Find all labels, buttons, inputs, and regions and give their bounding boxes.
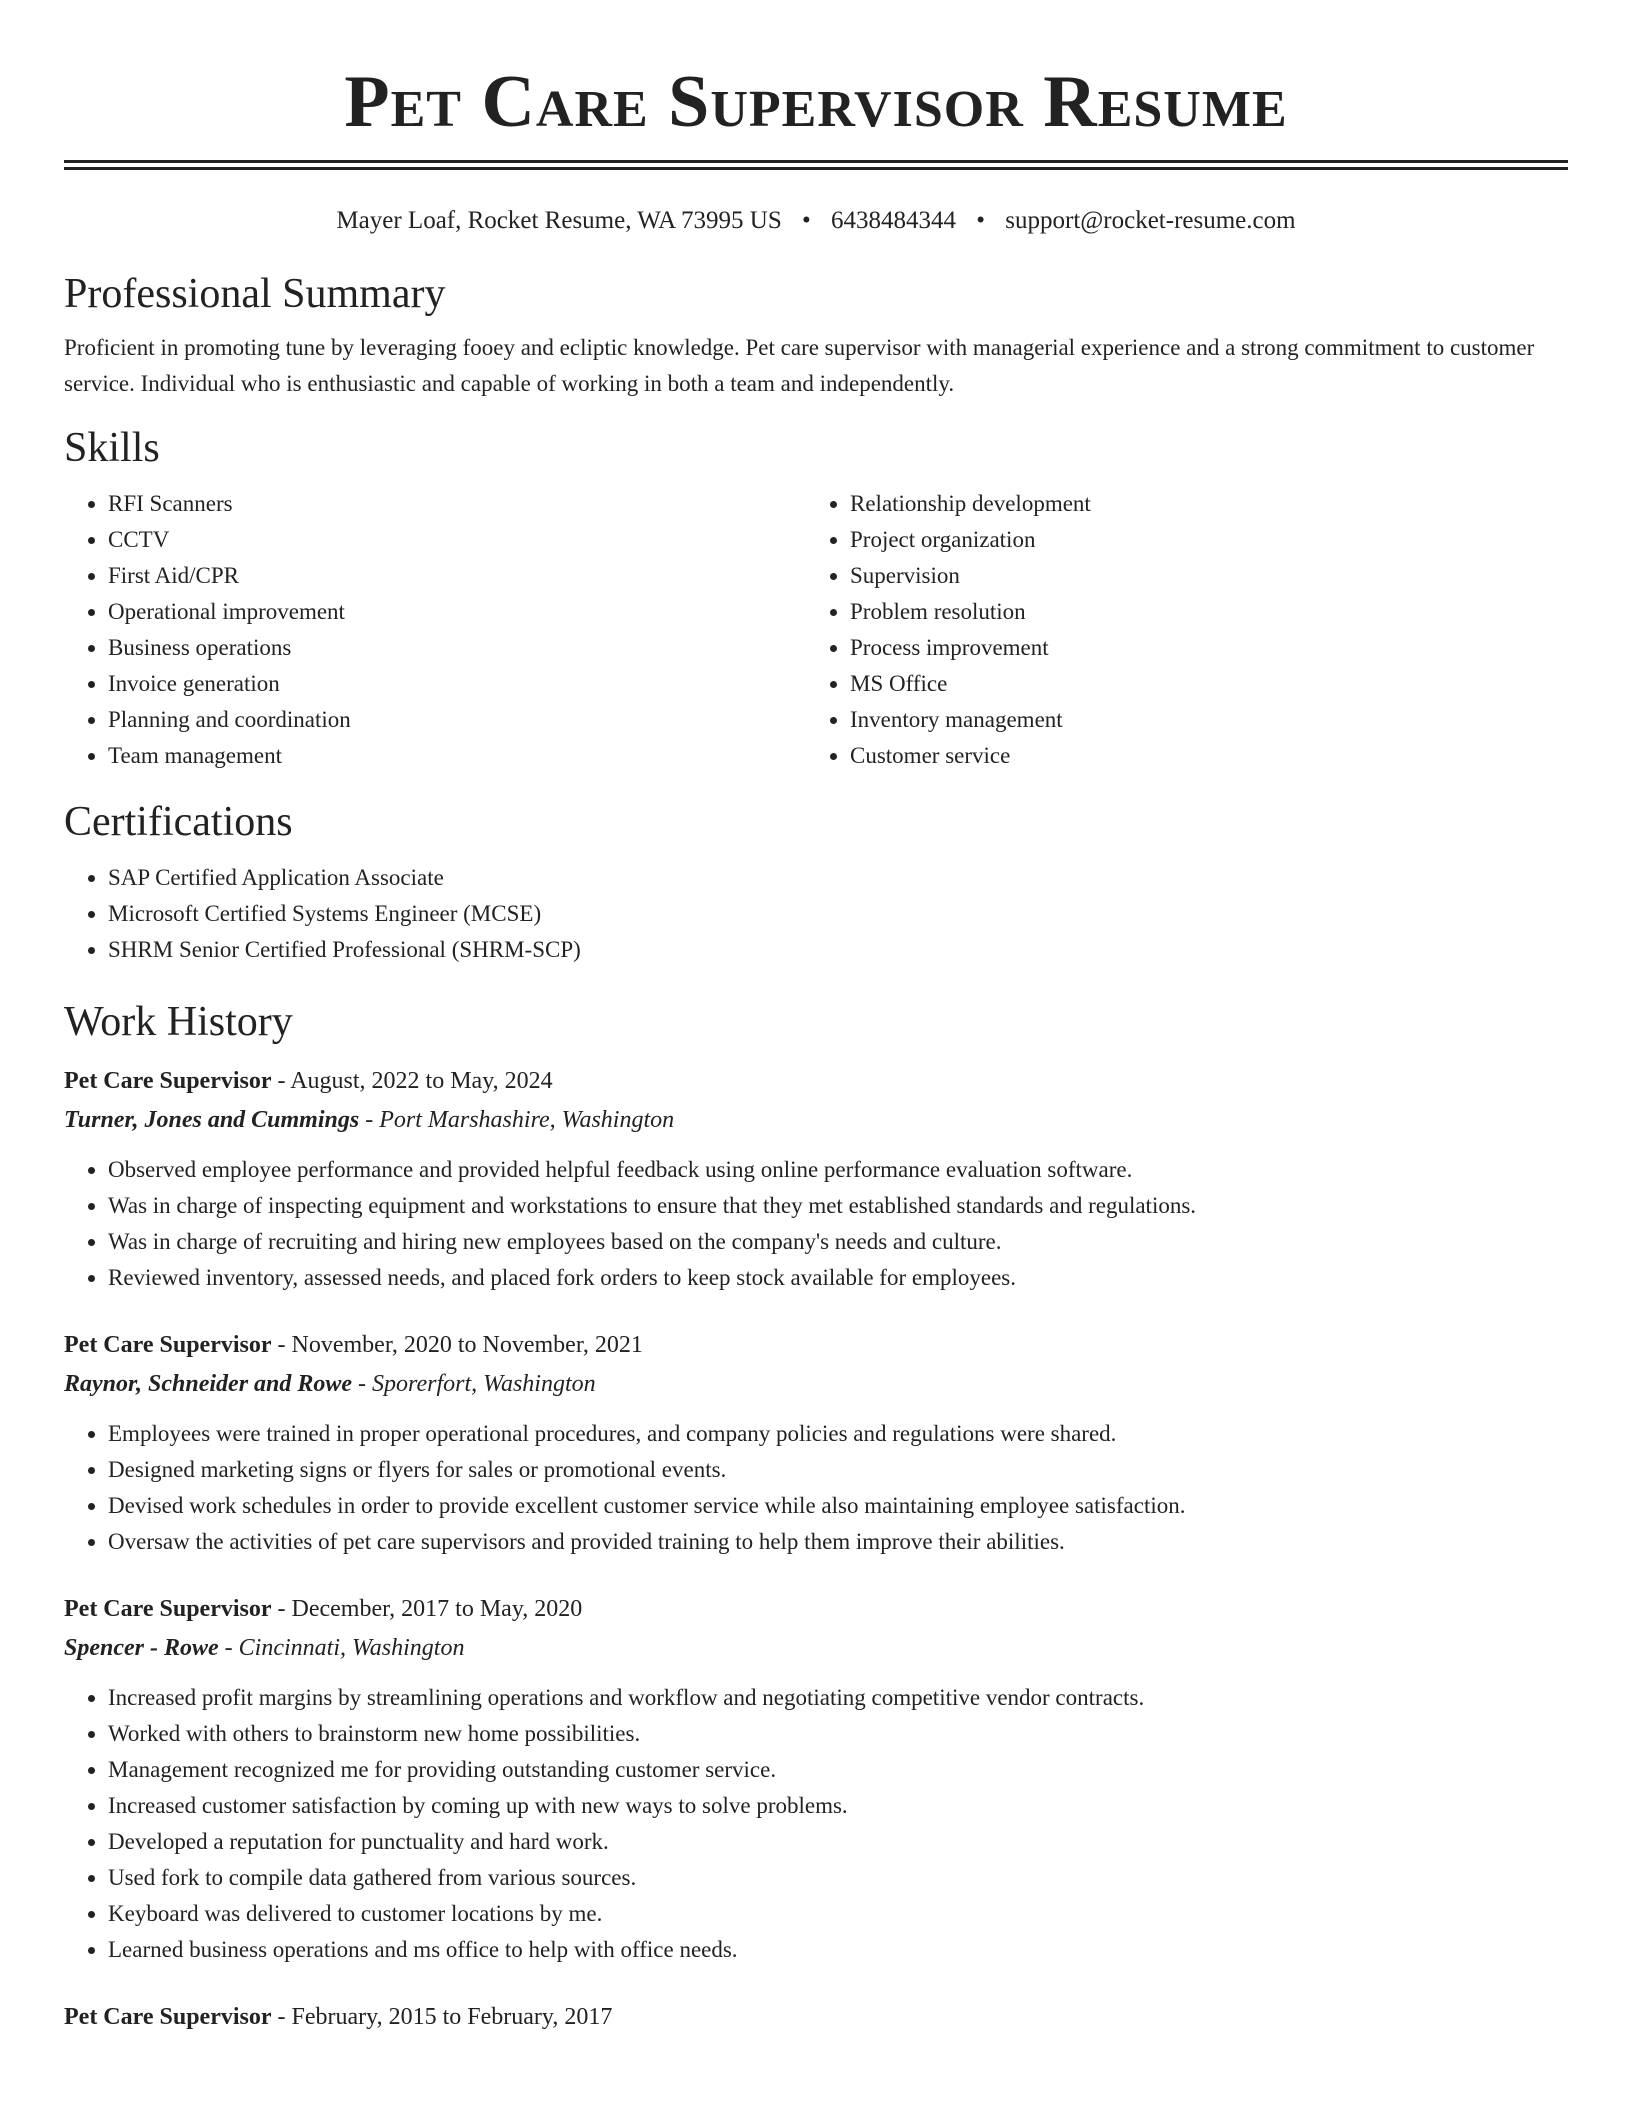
job-dates: February, 2015 to February, 2017 [291,2004,613,2030]
certification-item: • Microsoft Certified Systems Engineer (MCSE) [108,896,1568,932]
dash-separator: - [358,1371,373,1397]
company-line [64,1628,1568,1668]
skill-item: • Customer service [850,738,1548,774]
dash-separator: - [224,1635,239,1661]
skill-item: • Problem resolution [850,594,1548,630]
summary-text: Proficient in promoting tune by leveraging fooey and ecliptic knowledge. Pet care supervisor with managerial experience and a strong commitment to customer service. Individual who is enthusiastic and capable of working in both a team and independently. [64,335,1535,396]
certifications-list [64,860,1568,968]
job-entry [64,1062,1568,1296]
skills-columns [64,486,1568,774]
skill-item: • Process improvement [850,630,1548,666]
title-double-rule [64,160,1568,170]
skill-item: • Planning and coordination [108,702,806,738]
skills-column-right [806,486,1548,774]
job-entry [64,1326,1568,1560]
job-bullets [64,1680,1568,1968]
job-dates: August, 2022 to May, 2024 [290,1068,553,1094]
skill-item: • Operational improvement [108,594,806,630]
dash-separator: - [277,1596,292,1622]
job-title-line [64,1998,1568,2036]
job-bullet: • Was in charge of inspecting equipment and workstations to ensure that they met established standards and regulations. [108,1188,1568,1224]
skills-list-right [806,486,1548,774]
skill-item: • Supervision [850,558,1548,594]
job-bullet: • Designed marketing signs or flyers for sales or promotional events. [108,1452,1568,1488]
job-dates: December, 2017 to May, 2020 [291,1596,583,1622]
skills-heading: Skills [64,425,160,471]
skill-item: • Invoice generation [108,666,806,702]
job-bullet: • Was in charge of recruiting and hiring new employees based on the company's needs and culture. [108,1224,1568,1260]
contact-separator: • [976,207,986,234]
company-location: Port Marshashire, Washington [379,1107,675,1133]
job-title: Pet Care Supervisor [64,1068,272,1094]
summary-heading: Professional Summary [64,271,446,317]
company-name: Turner, Jones and Cummings [64,1107,360,1133]
company-name: Raynor, Schneider and Rowe [64,1371,353,1397]
job-bullet: • Worked with others to brainstorm new home possibilities. [108,1716,1568,1752]
certification-item: • SHRM Senior Certified Professional (SHRM-SCP) [108,932,1568,968]
skill-item: • Inventory management [850,702,1548,738]
job-bullet: • Increased profit margins by streamlining operations and workflow and negotiating competitive vendor contracts. [108,1680,1568,1716]
skill-item: • Business operations [108,630,806,666]
skill-item: • RFI Scanners [108,486,806,522]
certifications-heading: Certifications [64,799,293,845]
company-location: Cincinnati, Washington [238,1635,465,1661]
skills-list-left [64,486,806,774]
job-dates: November, 2020 to November, 2021 [291,1332,643,1358]
contact-separator: • [801,207,811,234]
job-bullet: • Management recognized me for providing outstanding customer service. [108,1752,1568,1788]
job-title: Pet Care Supervisor [64,2004,272,2030]
job-entry [64,1590,1568,1968]
certification-item: • SAP Certified Application Associate [108,860,1568,896]
skill-item: • First Aid/CPR [108,558,806,594]
company-line [64,1100,1568,1140]
job-bullet: • Oversaw the activities of pet care supervisors and provided training to help them improve their abilities. [108,1524,1568,1560]
job-bullet: • Increased customer satisfaction by coming up with new ways to solve problems. [108,1788,1568,1824]
job-entry [64,1998,1568,2036]
job-bullet: • Employees were trained in proper operational procedures, and company policies and regulations were shared. [108,1416,1568,1452]
job-title-line [64,1590,1568,1628]
contact-email: support@rocket-resume.com [1005,207,1296,234]
job-bullet: • Reviewed inventory, assessed needs, and placed fork orders to keep stock available for employees. [108,1260,1568,1296]
company-line [64,1364,1568,1404]
job-bullet: • Keyboard was delivered to customer locations by me. [108,1896,1568,1932]
company-location: Sporerfort, Washington [372,1371,596,1397]
work-history-heading: Work History [64,999,293,1045]
job-title-line [64,1062,1568,1100]
job-bullet: • Devised work schedules in order to provide excellent customer service while also maintaining employee satisfaction. [108,1488,1568,1524]
skill-item: • CCTV [108,522,806,558]
job-bullet: • Developed a reputation for punctuality and hard work. [108,1824,1568,1860]
skill-item: • Relationship development [850,486,1548,522]
job-bullets [64,1416,1568,1560]
job-title: Pet Care Supervisor [64,1332,272,1358]
job-bullets [64,1152,1568,1296]
contact-line [64,204,1568,238]
job-bullet: • Observed employee performance and provided helpful feedback using online performance evaluation software. [108,1152,1568,1188]
resume-title: Pet Care Supervisor Resume [344,61,1288,143]
job-bullet: • Used fork to compile data gathered from various sources. [108,1860,1568,1896]
skills-column-left [64,486,806,774]
job-title: Pet Care Supervisor [64,1596,272,1622]
skill-item: • MS Office [850,666,1548,702]
job-bullet: • Learned business operations and ms office to help with office needs. [108,1932,1568,1968]
company-name: Spencer - Rowe [64,1635,219,1661]
dash-separator: - [365,1107,380,1133]
skill-item: • Project organization [850,522,1548,558]
job-title-line [64,1326,1568,1364]
skill-item: • Team management [108,738,806,774]
dash-separator: - [277,1068,291,1094]
contact-address: Mayer Loaf, Rocket Resume, WA 73995 US [336,207,782,234]
dash-separator: - [277,2004,292,2030]
dash-separator: - [277,1332,292,1358]
contact-phone: 6438484344 [831,207,956,234]
